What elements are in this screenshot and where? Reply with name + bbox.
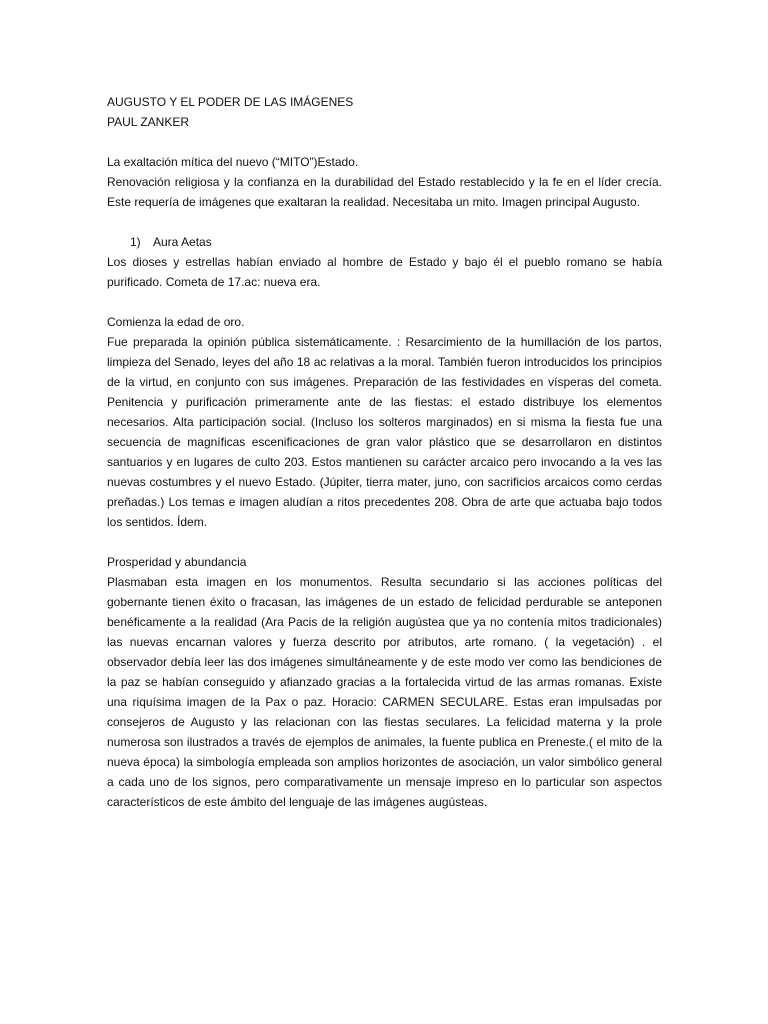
list-item	[107, 232, 662, 252]
document-page	[107, 92, 662, 812]
spacer	[107, 292, 662, 312]
document-title: AUGUSTO Y EL PODER DE LAS IMÁGENES	[107, 95, 354, 109]
aura-paragraph: Los dioses y estrellas habían enviado al hombre de Estado y bajo él el pueblo romano se había purificado. Cometa de 17.ac: nueva era.	[107, 255, 662, 289]
list-item-label: Aura Aetas	[153, 235, 212, 249]
intro-paragraph: Renovación religiosa y la confianza en la durabilidad del Estado restablecido y la fe en el líder crecía. Este requería de imágenes que exaltaran la realidad. Necesitaba un mito. Imagen principal Augusto.	[107, 175, 662, 209]
spacer	[107, 132, 662, 152]
gold-age-paragraph: Fue preparada la opinión pública sistemáticamente. : Resarcimiento de la humillación de los partos, limpieza del Senado, leyes del año 18 ac relativas a la moral. También fueron introducidos los principios de la virtud, en conjunto con sus imágenes. Preparación de las festividades en vísperas del cometa. Penitencia y purificación primeramente ante de las fiestas: el estado distribuye los elementos necesarios. Alta participación social. (Incluso los solteros marginados) en si misma la fiesta fue una secuencia de magníficas escenificaciones de gran valor plástico que se desarrollaron en distintos santuarios y en lugares de culto 203. Estos mantienen su carácter arcaico pero invocando a la ves las nuevas costumbres y el nuevo Estado. (Júpiter, tierra mater, juno, con sacrificios arcaicos como cerdas preñadas.) Los temas e imagen aludían a ritos precedentes 208. Obra de arte que actuaba bajo todos los sentidos. Ídem.	[107, 335, 662, 529]
section-heading: La exaltación mítica del nuevo (“MITO”)Estado.	[107, 155, 359, 169]
spacer	[107, 212, 662, 232]
document-author: PAUL ZANKER	[107, 115, 190, 129]
spacer	[107, 532, 662, 552]
prosperity-heading: Prosperidad y abundancia	[107, 555, 247, 569]
gold-age-heading: Comienza la edad de oro.	[107, 315, 245, 329]
prosperity-paragraph: Plasmaban esta imagen en los monumentos. Resulta secundario si las acciones políticas del gobernante tienen éxito o fracasan, las imágenes de un estado de felicidad perdurable se anteponen benéficamente a la realidad (Ara Pacis de la religión augústea que ya no contenía mitos tradicionales) las nuevas encarnan valores y fuerza descrito por atributos, arte romano. ( la vegetación) . el observador debía leer las dos imágenes simultáneamente y de este modo ver como las bendiciones de la paz se habían conseguido y afianzado gracias a la fortalecida virtud de las armas romanas. Existe una riquísima imagen de la Pax o paz. Horacio: CARMEN SECULARE. Estas eran impulsadas por consejeros de Augusto y las relacionan con las fiestas seculares. La felicidad materna y la prole numerosa son ilustrados a través de ejemplos de animales, la fuente publica en Preneste.( el mito de la nueva época) la simbología empleada son amplios horizontes de asociación, un valor simbólico general a cada uno de los signos, pero comparativamente un mensaje impreso en lo particular son aspectos característicos de este ámbito del lenguaje de las imágenes augústeas.	[107, 575, 662, 809]
list-item-number: 1)	[130, 235, 141, 249]
